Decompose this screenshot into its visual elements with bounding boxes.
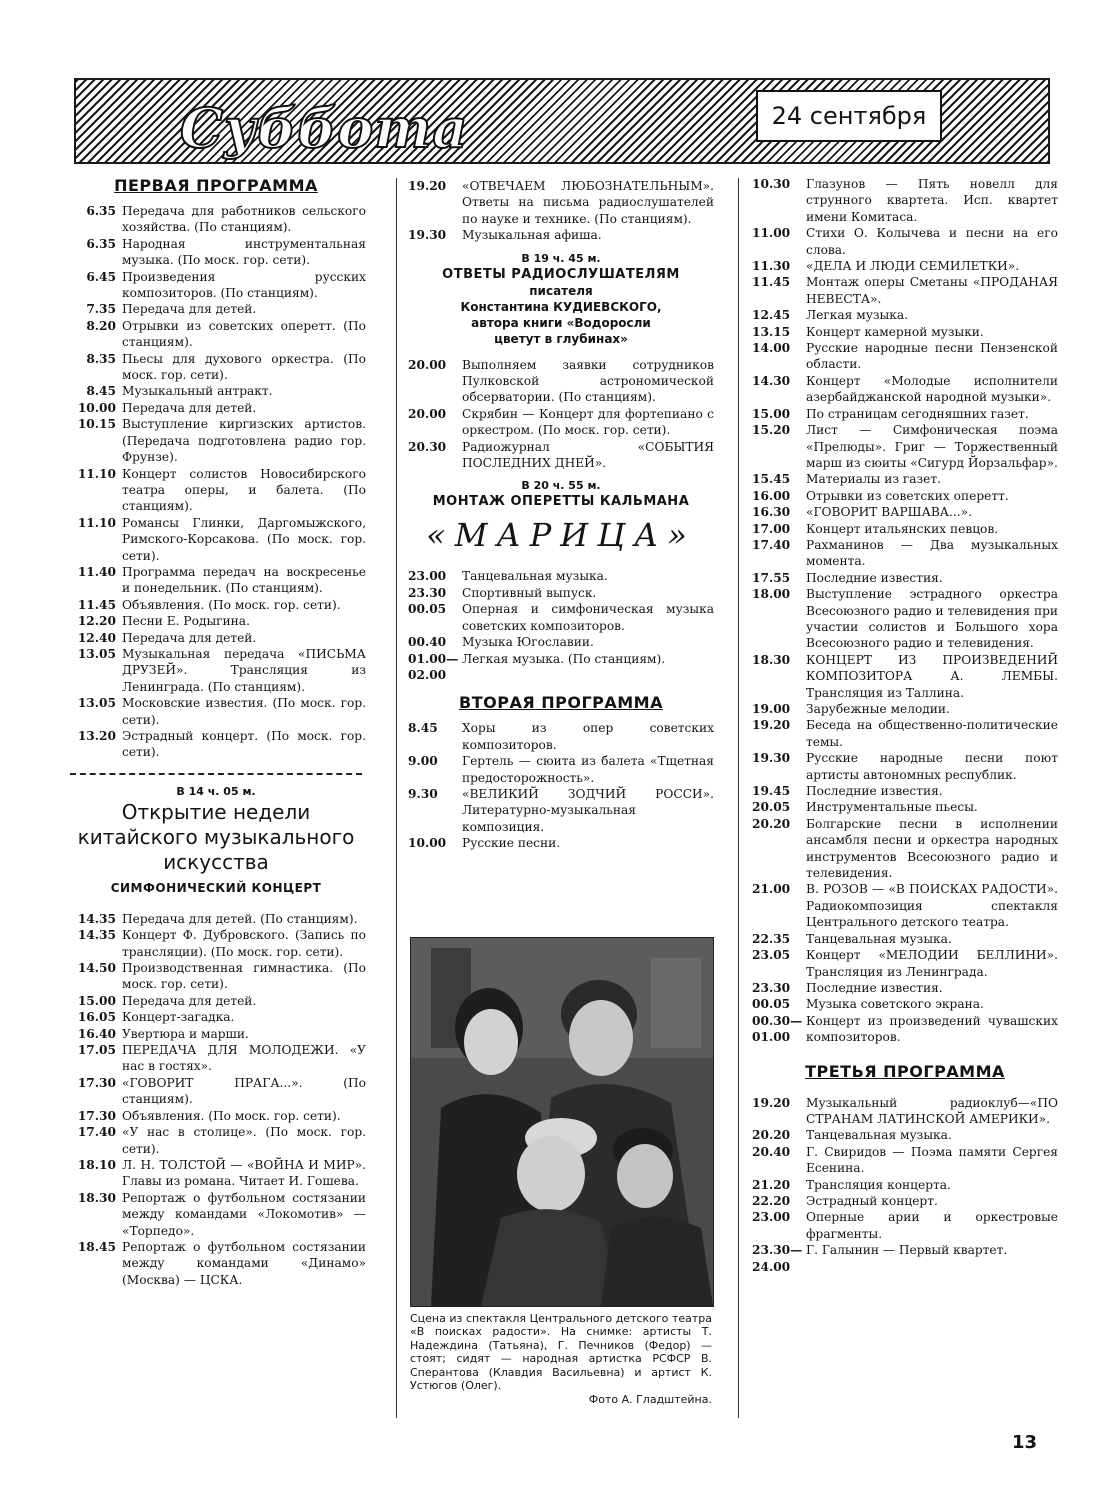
schedule-text: Передача для детей. (По станциям). bbox=[122, 911, 358, 926]
schedule-item bbox=[66, 318, 366, 351]
photo-illustration bbox=[411, 938, 713, 1306]
special-title: Открытие недели китайского музыкального искусства bbox=[77, 799, 355, 874]
schedule-text: Романсы Глинки, Даргомыжского, Римского-Корсакова. (По моск. гор. сети). bbox=[122, 515, 366, 563]
schedule-text: Зарубежные мелодии. bbox=[806, 702, 950, 716]
schedule-item bbox=[66, 1042, 366, 1075]
schedule-item bbox=[66, 1009, 366, 1025]
schedule-text: Выступление эстрадного оркестра Всесоюзного радио и телевидения при участии солистов и Большого хора Всесоюзного радио и телевидения. bbox=[806, 587, 1058, 651]
schedule-text: Стихи О. Колычева и песни на его слова. bbox=[806, 226, 1058, 257]
schedule-text: Легкая музыка. (По станциям). bbox=[462, 651, 666, 666]
schedule-item bbox=[66, 728, 366, 761]
column-first-program bbox=[66, 170, 366, 1288]
schedule-time: 11.00 bbox=[752, 226, 791, 241]
schedule-item bbox=[752, 471, 1058, 487]
schedule-item bbox=[752, 701, 1058, 717]
schedule-time: 18.45 bbox=[77, 1239, 116, 1254]
schedule-time: 6.35 bbox=[86, 204, 116, 218]
schedule-time: 8.45 bbox=[86, 384, 116, 399]
schedule-text: Последние известия. bbox=[806, 570, 943, 585]
schedule-text: Гертель — сюита из балета «Тщетная предосторожность». bbox=[462, 754, 714, 785]
schedule-item bbox=[752, 570, 1058, 586]
schedule-text: «ГОВОРИТ ПРАГА...». (По станциям). bbox=[122, 1075, 366, 1107]
schedule-time: 20.00 bbox=[408, 357, 447, 372]
schedule-item bbox=[752, 537, 1058, 570]
schedule-text: Объявления. (По моск. гор. сети). bbox=[122, 597, 341, 612]
schedule-time: 13.05 bbox=[77, 696, 116, 711]
schedule-item bbox=[66, 911, 366, 927]
schedule-item bbox=[66, 383, 366, 399]
schedule-item bbox=[66, 1190, 366, 1239]
schedule-item bbox=[66, 927, 366, 960]
schedule-item bbox=[752, 750, 1058, 783]
schedule-time: 11.10 bbox=[77, 515, 116, 530]
schedule-item bbox=[66, 236, 366, 269]
schedule-text: По страницам сегодняшних газет. bbox=[806, 406, 1029, 421]
schedule-list bbox=[752, 1095, 1058, 1275]
schedule-time: 16.00 bbox=[752, 488, 791, 503]
schedule-item bbox=[66, 1108, 366, 1124]
schedule-text: Болгарские песни в исполнении ансамбля песни и оркестра народных инструментов Всесоюзного радио и телевидения. bbox=[806, 816, 1058, 881]
feature-title: ОТВЕТЫ РАДИОСЛУШАТЕЛЯМ bbox=[442, 266, 680, 282]
feature-line: Константина КУДИЕВСКОГО, bbox=[460, 299, 662, 314]
schedule-time: 15.20 bbox=[752, 423, 791, 438]
page-number: 13 bbox=[1012, 1432, 1038, 1453]
schedule-item bbox=[752, 996, 1058, 1012]
schedule-text: Легкая музыка. bbox=[806, 308, 908, 323]
schedule-item bbox=[66, 1026, 366, 1042]
schedule-text: Репортаж о футбольном состязании между командами «Локомотив» — «Торпедо». bbox=[122, 1190, 366, 1238]
schedule-item bbox=[408, 753, 714, 786]
schedule-item bbox=[408, 406, 714, 439]
schedule-text: Песни Е. Родыгина. bbox=[122, 614, 250, 629]
schedule-text: «ДЕЛА И ЛЮДИ СЕМИЛЕТКИ». bbox=[806, 259, 1020, 274]
schedule-item bbox=[752, 881, 1058, 930]
schedule-item bbox=[408, 439, 714, 472]
schedule-time: 8.35 bbox=[86, 351, 116, 366]
schedule-item bbox=[66, 269, 366, 302]
schedule-time: 16.30 bbox=[752, 505, 791, 520]
schedule-item bbox=[752, 422, 1058, 471]
schedule-text: «ГОВОРИТ ВАРШАВА...». bbox=[806, 505, 972, 520]
schedule-text: Музыка Югославии. bbox=[462, 635, 594, 650]
schedule-time: 12.40 bbox=[77, 630, 116, 645]
date-label: 24 сентября bbox=[756, 90, 942, 142]
schedule-item bbox=[66, 597, 366, 613]
weekday-title: Суббота bbox=[180, 96, 469, 160]
schedule-time: 17.30 bbox=[77, 1108, 116, 1123]
schedule-list bbox=[408, 357, 714, 472]
schedule-time: 20.20 bbox=[752, 1128, 791, 1143]
schedule-item bbox=[752, 931, 1058, 947]
schedule-time: 17.55 bbox=[752, 570, 791, 585]
schedule-time: 00.30—01.00 bbox=[752, 1013, 803, 1045]
schedule-text: Увертюра и марши. bbox=[122, 1026, 249, 1041]
schedule-time: 8.20 bbox=[86, 318, 116, 333]
schedule-time: 23.30—24.00 bbox=[752, 1243, 803, 1274]
schedule-text: Московские известия. (По моск. гор. сети). bbox=[122, 696, 366, 727]
schedule-text: Передача для детей. bbox=[122, 400, 257, 415]
schedule-time: 12.20 bbox=[77, 614, 116, 629]
schedule-item bbox=[66, 400, 366, 416]
schedule-item bbox=[752, 783, 1058, 799]
schedule-text: КОНЦЕРТ ИЗ ПРОИЗВЕДЕНИЙ КОМПОЗИТОРА А. ЛЕМБЫ. Трансляция из Таллина. bbox=[806, 652, 1058, 700]
schedule-item bbox=[66, 646, 366, 695]
schedule-text: Оперная и симфоническая музыка советских композиторов. bbox=[462, 602, 714, 633]
photo-caption bbox=[410, 1312, 712, 1407]
schedule-item bbox=[752, 1095, 1058, 1128]
theatre-photo bbox=[410, 937, 714, 1307]
schedule-item bbox=[752, 717, 1058, 750]
schedule-item bbox=[408, 601, 714, 634]
schedule-item bbox=[752, 373, 1058, 406]
schedule-time: 17.40 bbox=[752, 537, 791, 552]
schedule-item bbox=[408, 634, 714, 650]
schedule-text: Эстрадный концерт. (По моск. гор. сети). bbox=[122, 729, 366, 760]
schedule-time: 17.00 bbox=[752, 521, 791, 536]
schedule-time: 18.30 bbox=[77, 1190, 116, 1205]
schedule-text: Скрябин — Концерт для фортепиано с оркестром. (По моск. гор. сети). bbox=[462, 406, 714, 438]
first-program-title: ПЕРВАЯ ПРОГРАММА bbox=[114, 176, 318, 195]
operetta-heading: МОНТАЖ ОПЕРЕТТЫ КАЛЬМАНА bbox=[432, 494, 690, 510]
schedule-text: Выступление киргизских артистов. (Передача подготовлена радио гор. Фрунзе). bbox=[122, 417, 366, 465]
schedule-time: 16.40 bbox=[77, 1026, 116, 1041]
schedule-time: 9.00 bbox=[408, 754, 438, 769]
schedule-time: 19.20 bbox=[408, 179, 447, 193]
schedule-item bbox=[66, 515, 366, 564]
schedule-item bbox=[752, 947, 1058, 980]
schedule-text: Музыкальный антракт. bbox=[122, 384, 273, 399]
schedule-list bbox=[408, 568, 714, 683]
schedule-time: 14.00 bbox=[752, 341, 791, 356]
schedule-time: 16.05 bbox=[77, 1010, 116, 1025]
feature-time: В 19 ч. 45 м. bbox=[521, 251, 601, 265]
schedule-time: 11.30 bbox=[752, 259, 791, 274]
schedule-text: Концерт итальянских певцов. bbox=[806, 521, 999, 536]
schedule-text: Концерт «Молодые исполнители азербайджанской народной музыки». bbox=[806, 373, 1058, 405]
schedule-item bbox=[752, 176, 1058, 225]
schedule-time: 14.35 bbox=[77, 928, 116, 943]
schedule-text: Концерт камерной музыки. bbox=[806, 324, 984, 339]
schedule-time: 17.05 bbox=[77, 1043, 116, 1058]
schedule-text: Монтаж оперы Сметаны «ПРОДАНАЯ НЕВЕСТА». bbox=[806, 275, 1058, 306]
column-middle bbox=[408, 178, 714, 852]
schedule-time: 8.45 bbox=[408, 721, 438, 736]
schedule-item bbox=[752, 1177, 1058, 1193]
schedule-text: Музыкальная передача «ПИСЬМА ДРУЗЕЙ». Трансляция из Ленинграда. (По станциям). bbox=[122, 646, 366, 694]
schedule-text: Глазунов — Пять новелл для струнного квартета. Исп. квартет имени Комитаса. bbox=[806, 177, 1058, 224]
second-program-title: ВТОРАЯ ПРОГРАММА bbox=[459, 693, 663, 713]
schedule-text: Отрывки из советских оперетт. bbox=[806, 488, 1009, 503]
schedule-time: 11.40 bbox=[77, 564, 116, 579]
schedule-item bbox=[752, 406, 1058, 422]
schedule-text: Танцевальная музыка. bbox=[806, 931, 952, 946]
schedule-time: 13.05 bbox=[77, 646, 116, 661]
schedule-time: 00.05 bbox=[408, 602, 447, 617]
caption-text: Сцена из спектакля Центрального детского театра «В поисках радости». На снимке: артисты Т. Надеждина (Татьяна), Г. Печников (Федор) — стоят; сидят — народная артистка РСФСР В. Сперантова (Клавдия Васильевна) и артист К. Устюгов (Олег). bbox=[410, 1312, 712, 1393]
schedule-text: Произведения русских композиторов. (По станциям). bbox=[122, 269, 366, 301]
schedule-text: Инструментальные пьесы. bbox=[806, 800, 978, 815]
operetta-time: В 20 ч. 55 м. bbox=[521, 479, 601, 493]
schedule-list bbox=[752, 176, 1058, 1046]
schedule-text: Г. Галынин — Первый квартет. bbox=[806, 1243, 1008, 1258]
schedule-text: Передача для детей. bbox=[122, 302, 257, 317]
schedule-text: Отрывки из советских оперетт. (По станциям). bbox=[122, 318, 366, 350]
schedule-time: 21.00 bbox=[752, 882, 791, 897]
schedule-item bbox=[752, 324, 1058, 340]
schedule-item bbox=[408, 720, 714, 753]
schedule-item bbox=[408, 835, 714, 851]
schedule-item bbox=[752, 816, 1058, 882]
schedule-item bbox=[66, 1124, 366, 1157]
schedule-time: 22.35 bbox=[752, 931, 791, 946]
schedule-time: 23.00 bbox=[752, 1210, 791, 1225]
schedule-time: 00.05 bbox=[752, 997, 791, 1012]
schedule-text: ПЕРЕДАЧА ДЛЯ МОЛОДЕЖИ. «У нас в гостях». bbox=[122, 1043, 366, 1074]
schedule-time: 00.40 bbox=[408, 635, 447, 650]
schedule-item bbox=[752, 799, 1058, 815]
schedule-text: Г. Свиридов — Поэма памяти Сергея Есенина. bbox=[806, 1144, 1058, 1176]
feature-line: автора книги «Водоросли bbox=[471, 315, 651, 330]
schedule-item bbox=[752, 586, 1058, 652]
schedule-time: 18.00 bbox=[752, 587, 791, 602]
schedule-text: Радиожурнал «СОБЫТИЯ ПОСЛЕДНИХ ДНЕЙ». bbox=[462, 439, 714, 471]
schedule-item bbox=[66, 564, 366, 597]
schedule-list bbox=[408, 178, 714, 244]
schedule-time: 15.00 bbox=[77, 993, 116, 1008]
special-time: В 14 ч. 05 м. bbox=[176, 784, 256, 798]
schedule-time: 15.45 bbox=[752, 472, 791, 487]
schedule-text: Лист — Симфоническая поэма «Прелюды». Григ — Торжественный марш из сюиты «Сигурд Йорзальфар». bbox=[806, 423, 1058, 470]
schedule-list bbox=[66, 911, 366, 1288]
schedule-item bbox=[408, 178, 714, 227]
schedule-time: 15.00 bbox=[752, 406, 791, 421]
schedule-time: 19.20 bbox=[752, 718, 791, 733]
schedule-text: Передача для работников сельского хозяйства. (По станциям). bbox=[122, 204, 366, 235]
schedule-text: «ОТВЕЧАЕМ ЛЮБОЗНАТЕЛЬНЫМ». Ответы на письма радиослушателей по науке и технике. (По станциям). bbox=[462, 179, 714, 226]
schedule-item bbox=[752, 274, 1058, 307]
schedule-time: 17.30 bbox=[77, 1075, 116, 1090]
schedule-time: 20.40 bbox=[752, 1144, 791, 1159]
schedule-time: 23.30 bbox=[408, 585, 447, 600]
schedule-text: Производственная гимнастика. (По моск. гор. сети). bbox=[122, 961, 366, 992]
schedule-time: 11.45 bbox=[77, 597, 116, 612]
schedule-text: Музыкальный радиоклуб—«ПО СТРАНАМ ЛАТИНСКОЙ АМЕРИКИ». bbox=[806, 1095, 1058, 1126]
schedule-item bbox=[752, 1242, 1058, 1275]
schedule-text: Русские песни. bbox=[462, 836, 561, 851]
schedule-item bbox=[752, 307, 1058, 323]
schedule-text: Передача для детей. bbox=[122, 993, 257, 1008]
schedule-text: Концерт-загадка. bbox=[122, 1010, 235, 1025]
schedule-item bbox=[752, 1209, 1058, 1242]
schedule-text: «ВЕЛИКИЙ ЗОДЧИЙ РОССИ». Литературно-музыкальная композиция. bbox=[462, 786, 714, 834]
schedule-item bbox=[66, 1075, 366, 1108]
schedule-item bbox=[66, 695, 366, 728]
schedule-item bbox=[66, 203, 366, 236]
feature-line: цветут в глубинах» bbox=[494, 331, 628, 346]
schedule-time: 14.30 bbox=[752, 373, 791, 388]
schedule-text: Эстрадный концерт. bbox=[806, 1193, 938, 1208]
schedule-time: 23.30 bbox=[752, 980, 791, 995]
schedule-text: Л. Н. ТОЛСТОЙ — «ВОЙНА И МИР». Главы из романа. Читает И. Гошева. bbox=[122, 1157, 366, 1189]
schedule-item bbox=[66, 1157, 366, 1190]
schedule-time: 10.15 bbox=[77, 417, 116, 432]
third-program-title: ТРЕТЬЯ ПРОГРАММА bbox=[805, 1061, 1005, 1081]
schedule-time: 12.45 bbox=[752, 308, 791, 323]
schedule-time: 10.00 bbox=[408, 836, 447, 851]
schedule-item bbox=[408, 227, 714, 243]
column-rule bbox=[396, 178, 397, 1418]
schedule-time: 20.20 bbox=[752, 816, 791, 831]
schedule-text: Объявления. (По моск. гор. сети). bbox=[122, 1108, 341, 1123]
schedule-text: Беседа на общественно-политические темы. bbox=[806, 718, 1058, 749]
schedule-text: Материалы из газет. bbox=[806, 472, 941, 487]
schedule-time: 20.30 bbox=[408, 439, 447, 454]
schedule-time: 18.10 bbox=[77, 1157, 116, 1172]
schedule-item bbox=[752, 488, 1058, 504]
schedule-time: 13.20 bbox=[77, 729, 116, 743]
schedule-time: 18.30 bbox=[752, 652, 791, 667]
schedule-text: Рахманинов — Два музыкальных момента. bbox=[806, 537, 1058, 569]
schedule-text: Программа передач на воскресенье и понедельник. (По станциям). bbox=[122, 564, 366, 596]
schedule-text: В. РОЗОВ — «В ПОИСКАХ РАДОСТИ». Радиокомпозиция спектакля Центрального детского театра. bbox=[806, 882, 1058, 930]
schedule-time: 19.00 bbox=[752, 702, 791, 716]
schedule-time: 13.15 bbox=[752, 324, 791, 339]
schedule-item bbox=[66, 466, 366, 515]
feature-line: писателя bbox=[529, 283, 593, 298]
schedule-time: 10.00 bbox=[77, 400, 116, 415]
schedule-text: Концерт солистов Новосибирского театра оперы, и балета. (По станциям). bbox=[122, 466, 366, 514]
schedule-time: 21.20 bbox=[752, 1177, 791, 1192]
schedule-item bbox=[66, 960, 366, 993]
schedule-time: 11.45 bbox=[752, 275, 791, 290]
schedule-time: 01.00—02.00 bbox=[408, 651, 459, 682]
schedule-item bbox=[408, 357, 714, 406]
schedule-time: 20.05 bbox=[752, 800, 791, 815]
schedule-item bbox=[752, 1144, 1058, 1177]
schedule-time: 22.20 bbox=[752, 1193, 791, 1208]
schedule-text: Передача для детей. bbox=[122, 630, 257, 645]
schedule-text: Музыка советского экрана. bbox=[806, 997, 984, 1012]
schedule-item bbox=[66, 630, 366, 646]
schedule-text: «У нас в столице». (По моск. гор. сети). bbox=[122, 1125, 366, 1156]
photo-credit: Фото А. Гладштейна. bbox=[588, 1393, 712, 1407]
schedule-text: Репортаж о футбольном состязании между командами «Динамо» (Москва) — ЦСКА. bbox=[122, 1239, 366, 1287]
schedule-text: Спортивный выпуск. bbox=[462, 585, 597, 600]
schedule-text: Оперные арии и оркестровые фрагменты. bbox=[806, 1210, 1058, 1241]
schedule-item bbox=[66, 416, 366, 465]
schedule-item bbox=[752, 1127, 1058, 1143]
schedule-time: 17.40 bbox=[77, 1125, 116, 1140]
schedule-text: Музыкальная афиша. bbox=[462, 228, 602, 243]
schedule-text: Выполняем заявки сотрудников Пулковской астрономической обсерватории. (По станциям). bbox=[462, 357, 714, 405]
schedule-text: Русские народные песни поют артисты автономных республик. bbox=[806, 751, 1058, 782]
schedule-text: Концерт «МЕЛОДИИ БЕЛЛИНИ». Трансляция из Ленинграда. bbox=[806, 948, 1058, 979]
dashed-divider bbox=[70, 773, 362, 775]
schedule-time: 23.00 bbox=[408, 569, 447, 584]
schedule-time: 6.35 bbox=[86, 236, 116, 251]
special-subtitle: СИМФОНИЧЕСКИЙ КОНЦЕРТ bbox=[110, 880, 322, 895]
schedule-text: Концерт Ф. Дубровского. (Запись по трансляции). (По моск. гор. сети). bbox=[122, 928, 366, 959]
schedule-time: 14.35 bbox=[77, 911, 116, 926]
schedule-text: Танцевальная музыка. bbox=[462, 569, 608, 584]
schedule-item bbox=[752, 504, 1058, 520]
schedule-text: Танцевальная музыка. bbox=[806, 1128, 952, 1143]
schedule-text: Русские народные песни Пензенской области. bbox=[806, 341, 1058, 372]
schedule-item bbox=[66, 1239, 366, 1288]
operetta-title: «МАРИЦА» bbox=[426, 516, 696, 555]
schedule-item bbox=[752, 980, 1058, 996]
schedule-text: Трансляция концерта. bbox=[806, 1177, 951, 1192]
schedule-item bbox=[66, 301, 366, 317]
schedule-text: Последние известия. bbox=[806, 784, 943, 799]
schedule-time: 19.45 bbox=[752, 784, 791, 799]
schedule-item bbox=[66, 993, 366, 1009]
schedule-item bbox=[408, 568, 714, 584]
column-rule bbox=[738, 178, 739, 1418]
schedule-item bbox=[752, 258, 1058, 274]
schedule-item bbox=[752, 225, 1058, 258]
schedule-list bbox=[408, 720, 714, 851]
schedule-text: Пьесы для духового оркестра. (По моск. гор. сети). bbox=[122, 351, 366, 383]
schedule-text: Хоры из опер советских композиторов. bbox=[462, 721, 714, 752]
schedule-time: 6.45 bbox=[86, 269, 116, 284]
schedule-time: 23.05 bbox=[752, 948, 791, 963]
schedule-item bbox=[66, 351, 366, 384]
schedule-item bbox=[408, 651, 714, 684]
schedule-item bbox=[752, 1013, 1058, 1046]
schedule-item bbox=[752, 1193, 1058, 1209]
schedule-time: 19.20 bbox=[752, 1095, 791, 1110]
schedule-text: Концерт из произведений чувашских композиторов. bbox=[806, 1013, 1058, 1045]
schedule-item bbox=[408, 786, 714, 835]
schedule-time: 19.30 bbox=[752, 751, 791, 766]
schedule-item bbox=[66, 613, 366, 629]
schedule-item bbox=[408, 585, 714, 601]
schedule-text: Последние известия. bbox=[806, 980, 943, 995]
schedule-time: 10.30 bbox=[752, 177, 791, 191]
schedule-time: 9.30 bbox=[408, 786, 438, 801]
schedule-item bbox=[752, 340, 1058, 373]
schedule-time: 7.35 bbox=[86, 302, 116, 317]
schedule-list bbox=[66, 203, 366, 761]
schedule-item bbox=[752, 652, 1058, 701]
schedule-text: Народная инструментальная музыка. (По моск. гор. сети). bbox=[122, 236, 366, 268]
schedule-item bbox=[752, 521, 1058, 537]
column-second-third-program bbox=[752, 176, 1058, 1275]
schedule-time: 14.50 bbox=[77, 961, 116, 976]
schedule-time: 19.30 bbox=[408, 228, 447, 243]
schedule-time: 20.00 bbox=[408, 406, 447, 421]
schedule-time: 11.10 bbox=[77, 466, 116, 481]
